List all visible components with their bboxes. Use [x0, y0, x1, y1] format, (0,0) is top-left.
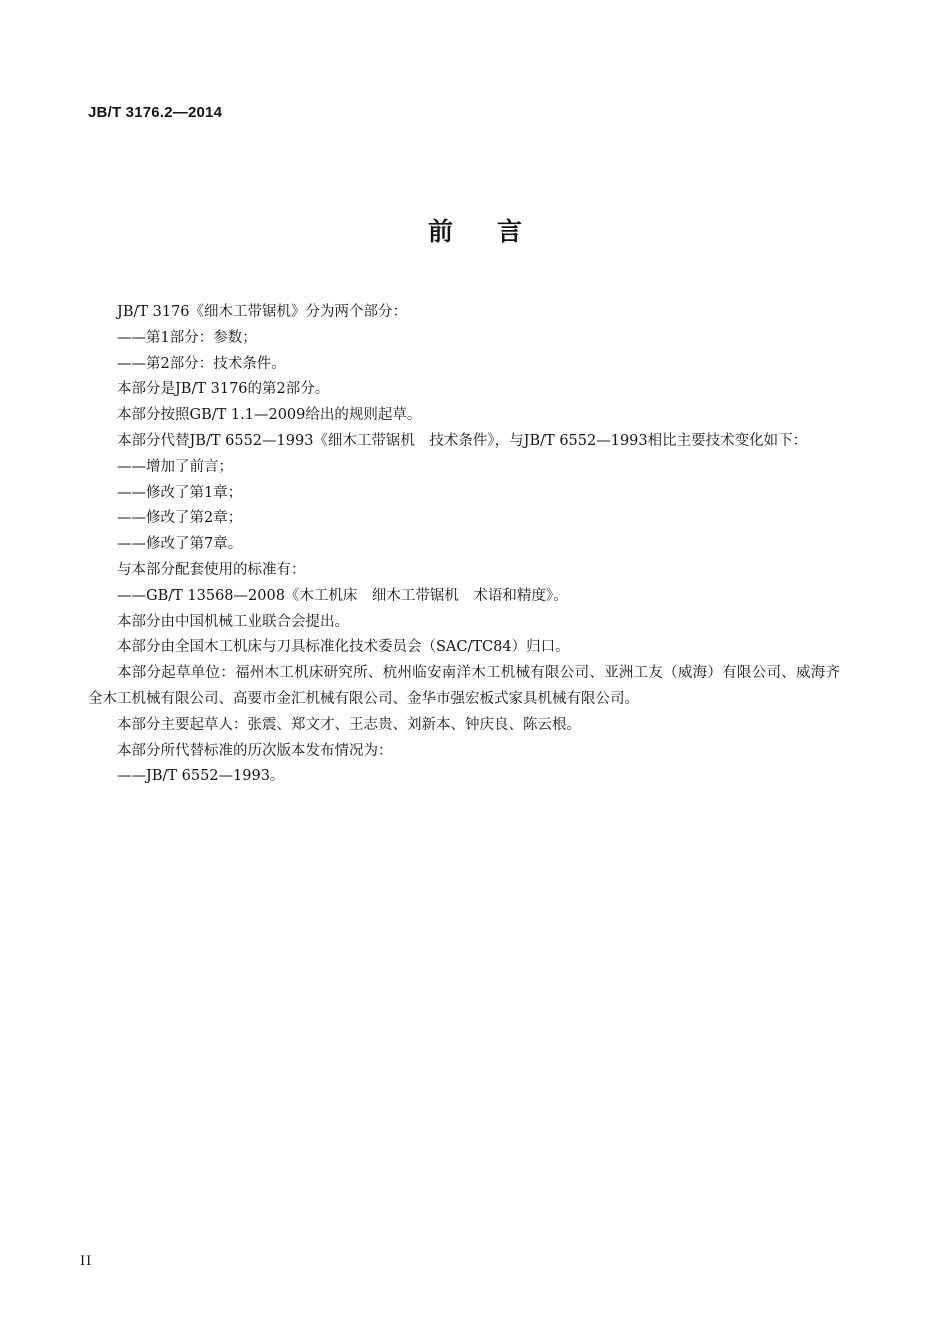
paragraph: 本部分起草单位：福州木工机床研究所、杭州临安南洋木工机械有限公司、亚洲工友（威海）有限公司、威海齐全木工机械有限公司、高要市金汇机械有限公司、金华市强宏板式家具机械有限公司。 [88, 665, 840, 707]
paragraph: 本部分代替JB/T 6552—1993《细木工带锯机 技术条件》，与JB/T 6552—1993相比主要技术变化如下： [117, 432, 808, 449]
list-item: ——第2部分：技术条件。 [117, 355, 286, 372]
page-title: 前言 [427, 217, 566, 246]
list-item: ——修改了第7章。 [117, 536, 243, 553]
paragraph: 本部分是JB/T 3176的第2部分。 [117, 381, 330, 398]
paragraph: JB/T 3176《细木工带锯机》分为两个部分： [117, 304, 408, 320]
paragraph: 本部分由中国机械工业联合会提出。 [117, 613, 349, 630]
list-item: ——GB/T 13568—2008《木工机床 细木工带锯机 术语和精度》。 [117, 587, 568, 604]
list-item: ——第1部分：参数； [117, 329, 257, 346]
paragraph: 与本部分配套使用的标准有： [117, 561, 306, 578]
list-item: ——修改了第2章； [117, 510, 243, 527]
standard-code: JB/T 3176.2—2014 [88, 104, 223, 121]
paragraph: 本部分由全国木工机床与刀具标准化技术委员会（SAC/TC84）归口。 [117, 639, 570, 656]
paragraph: 本部分所代替标准的历次版本发布情况为： [117, 742, 393, 759]
paragraph: 本部分按照GB/T 1.1—2009给出的规则起草。 [117, 407, 422, 424]
list-item: ——JB/T 6552—1993。 [117, 768, 285, 785]
list-item: ——修改了第1章； [117, 484, 243, 501]
paragraph: 本部分主要起草人：张震、郑文才、王志贵、刘新本、钟庆良、陈云根。 [117, 716, 581, 733]
list-item: ——增加了前言； [117, 458, 233, 475]
page-number: II [80, 1254, 93, 1269]
foreword-body [88, 300, 840, 790]
